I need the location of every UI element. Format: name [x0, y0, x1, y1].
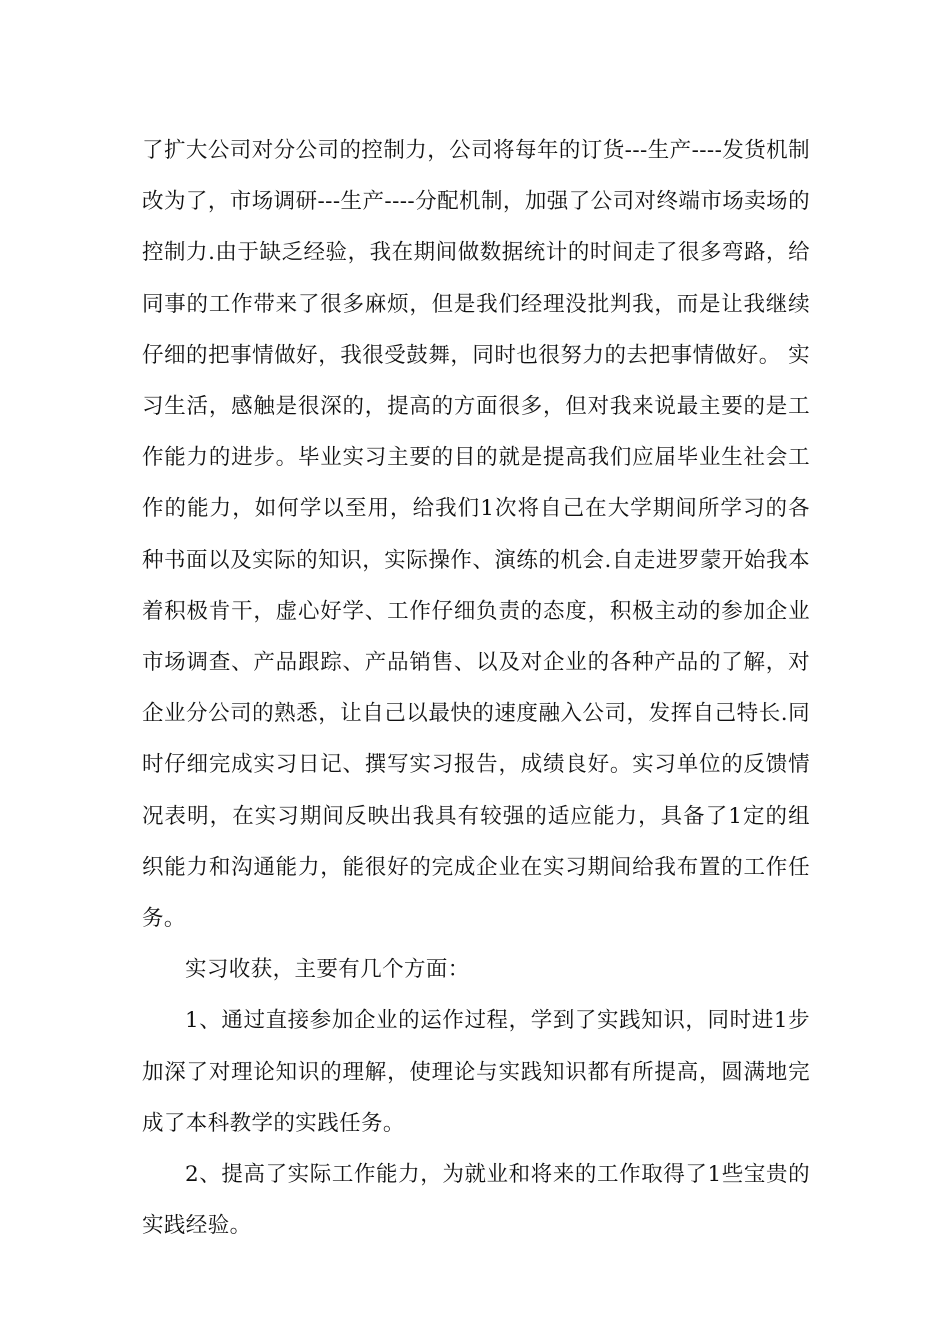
paragraph-harvest-point-2: 2、提高了实际工作能力，为就业和将来的工作取得了1些宝贵的实践经验。: [142, 1162, 810, 1239]
paragraph-continuation: 了扩大公司对分公司的控制力，公司将每年的订货---生产----发货机制改为了，市场调研---生产----分配机制，加强了公司对终端市场卖场的控制力.由于缺乏经验，我在期间做数据统计的时间走了很多弯路，给同事的工作带来了很多麻烦，但是我们经理没批判我，而是让我继续仔细的把事情做好，我很受鼓舞，同时也很努力的去把事情做好。 实习生活，感触是很深的，提高的方面很多，但对我来说最主要的是工作能力的进步。毕业实习主要的目的就是提高我们应届毕业生社会工作的能力，如何学以至用，给我们1次将自己在大学期间所学习的各种书面以及实际的知识，实际操作、演练的机会.自走进罗蒙开始我本着积极肯干，虚心好学、工作仔细负责的态度，积极主动的参加企业市场调查、产品跟踪、产品销售、以及对企业的各种产品的了解，对企业分公司的熟悉，让自己以最快的速度融入公司，发挥自己特长.同时仔细完成实习日记、撰写实习报告，成绩良好。实习单位的反馈情况表明，在实习期间反映出我具有较强的适应能力，具备了1定的组织能力和沟通能力，能很好的完成企业在实习期间给我布置的工作任务。: [142, 138, 810, 932]
paragraph-harvest-intro: 实习收获，主要有几个方面：: [185, 957, 470, 983]
paragraph-harvest-point-1: 1、通过直接参加企业的运作过程，学到了实践知识，同时进1步加深了对理论知识的理解，使理论与实践知识都有所提高，圆满地完成了本科教学的实践任务。: [142, 1008, 810, 1136]
document-body: [142, 125, 810, 1251]
